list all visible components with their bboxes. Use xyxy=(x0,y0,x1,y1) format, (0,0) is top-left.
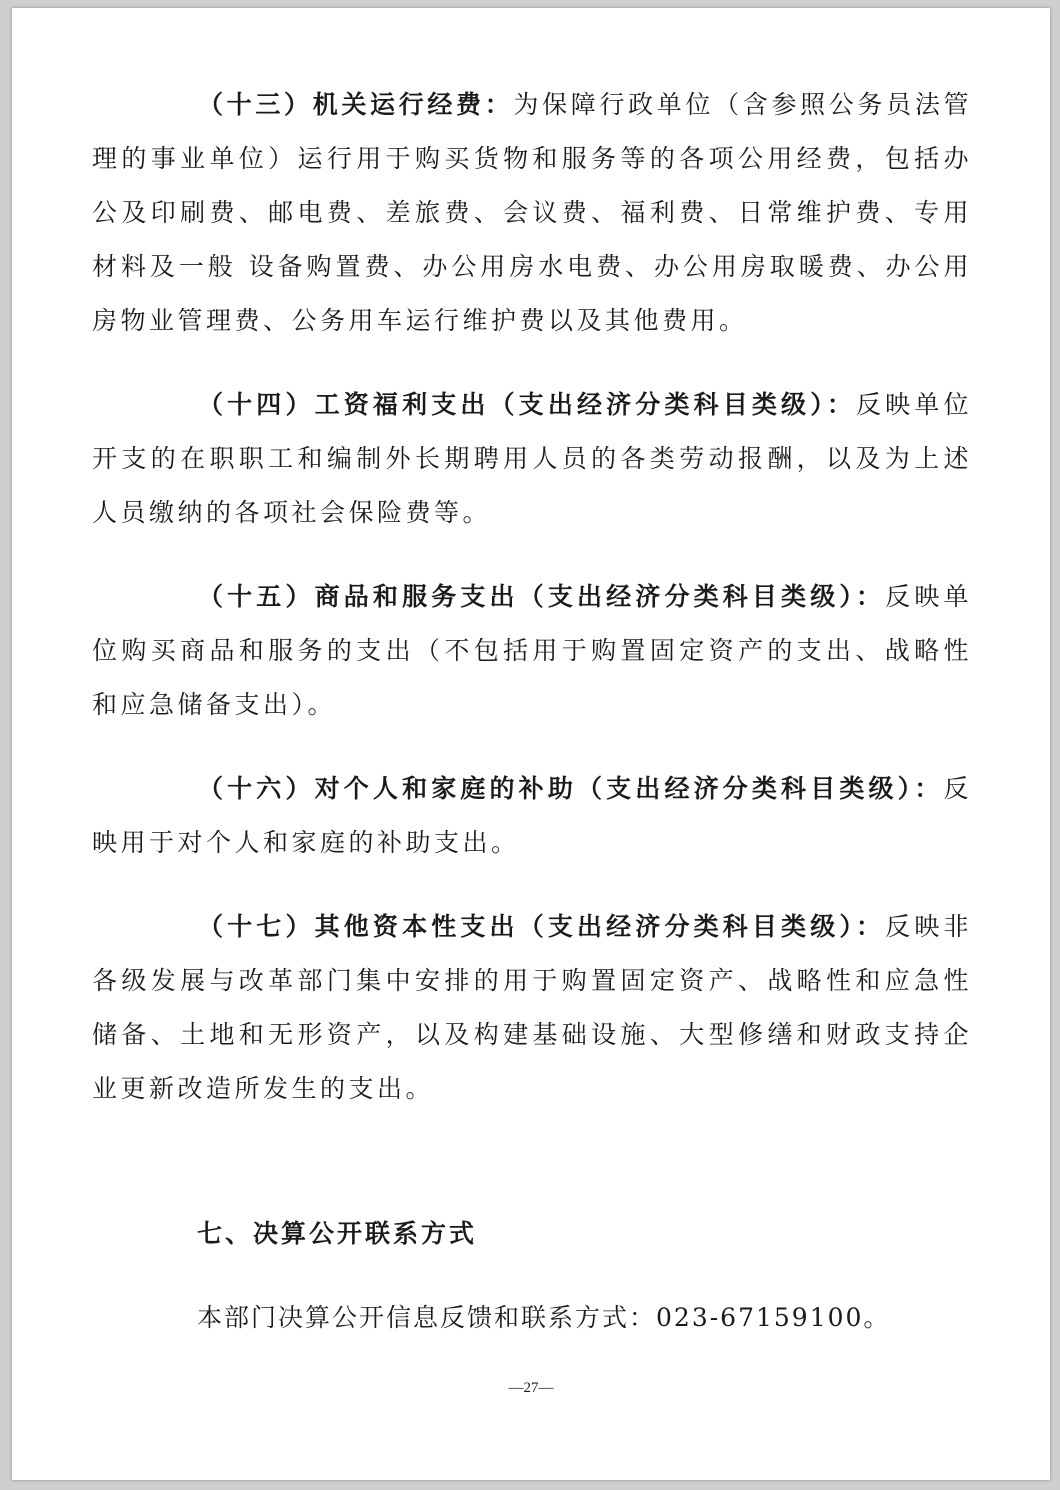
definition-term: （十六）对个人和家庭的补助（支出经济分类科目类级）： xyxy=(198,774,944,803)
definition-term: （十七）其他资本性支出（支出经济分类科目类级）： xyxy=(198,912,886,941)
definition-paragraph-13 xyxy=(92,78,972,348)
definition-paragraph-15 xyxy=(92,570,972,732)
definition-text: 反映单位开支的在职职工和编制外长期聘用人员的各类劳动报酬，以及为上述人员缴纳的各项社会保险费等。 xyxy=(92,390,972,527)
definition-paragraph-14 xyxy=(92,378,972,540)
definition-paragraph-17 xyxy=(92,900,972,1116)
definition-text: 反映非各级发展与改革部门集中安排的用于购置固定资产、战略性和应急性储备、土地和无形资产，以及构建基础设施、大型修缮和财政支持企业更新改造所发生的支出。 xyxy=(92,912,972,1103)
definition-text: 为保障行政单位（含参照公务员法管理的事业单位）运行用于购买货物和服务等的各项公用经费，包括办公及印刷费、邮电费、差旅费、会议费、福利费、日常维护费、专用材料及一般 设备购置费、办公用房水电费、办公用房取暖费、办公用房物业管理费、公务用车运行维护费以及其他费用。 xyxy=(92,90,972,335)
document-body xyxy=(92,78,972,1146)
document-page xyxy=(12,8,1050,1480)
definition-term: （十三）机关运行经费： xyxy=(198,90,514,119)
definition-term: （十五）商品和服务支出（支出经济分类科目类级）： xyxy=(198,582,886,611)
contact-info: 本部门决算公开信息反馈和联系方式：023-67159100。 xyxy=(197,1303,891,1332)
definition-term: （十四）工资福利支出（支出经济分类科目类级）： xyxy=(198,390,857,419)
page-number: —27— xyxy=(508,1380,554,1396)
definition-paragraph-16 xyxy=(92,762,972,870)
definition-text: 反映用于对个人和家庭的补助支出。 xyxy=(92,774,972,857)
section-heading: 七、决算公开联系方式 xyxy=(197,1219,478,1248)
definition-text: 反映单位购买商品和服务的支出（不包括用于购置固定资产的支出、战略性和应急储备支出）。 xyxy=(92,582,972,719)
